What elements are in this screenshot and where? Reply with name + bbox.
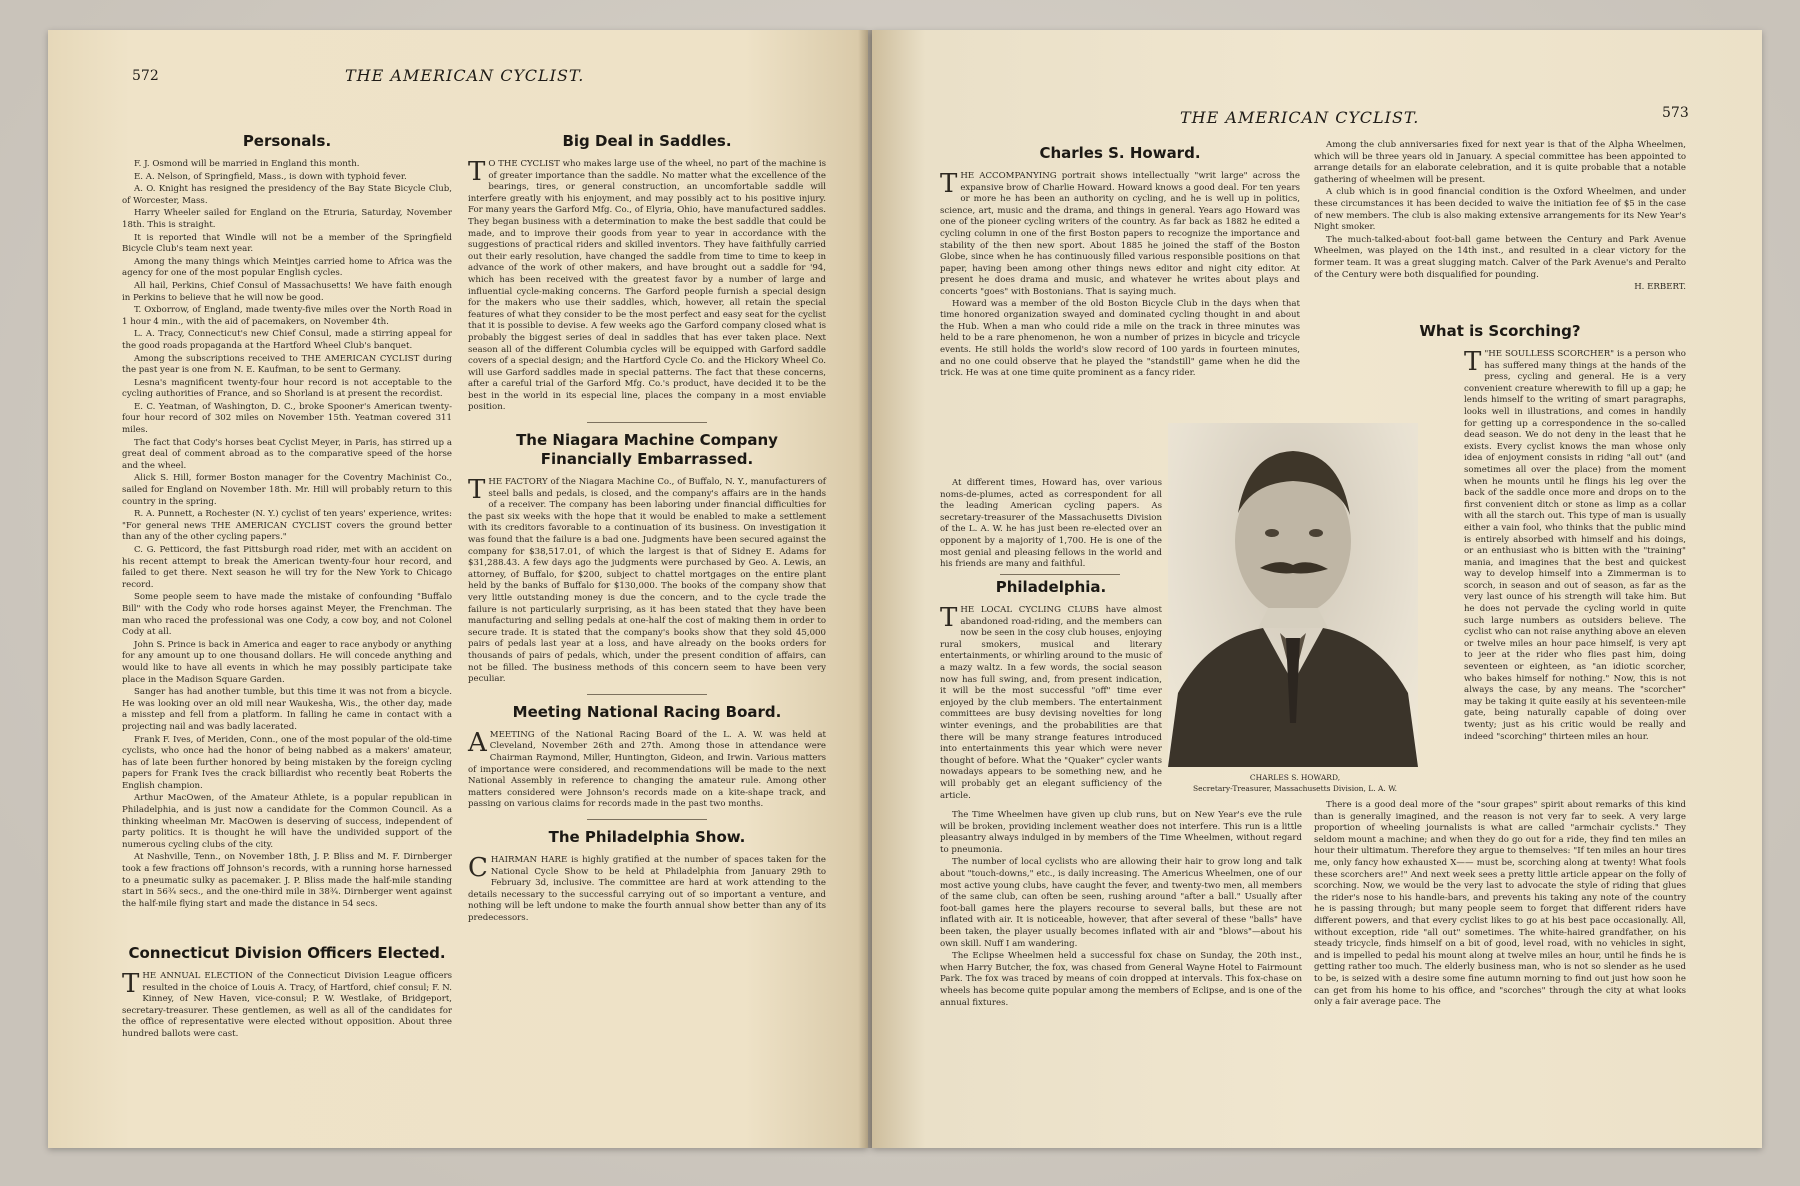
personal-item: Arthur MacOwen, of the Amateur Athlete, is a popular republican in Philadelphia, and is just now a candidate for the Common Council. As a thinking wheelman Mr. MacOwen is deserving of success, independent of party politics. It is thought he will have the undivided support of the numerous cycling clubs of the city. xyxy=(122,793,452,850)
dropcap: T xyxy=(122,969,140,999)
niagara-article xyxy=(468,477,826,686)
personal-item: E. A. Nelson, of Springfield, Mass., is down with typhoid fever. xyxy=(134,171,407,182)
scorching-text-1: "HE SOULLESS SCORCHER" is a person who has suffered many things at the hands of the press, cycling and general. He is a very convenient creature wherewith to fill up a gap; he lends himself to the writing of smart paragraphs, looks well in illustrations, and comes in handily for getting up a correspondence in the so-called dead season. We do not deny in the least that he exists. Every cyclist knows the man whose only idea of enjoyment consists in riding "all out" (and sometimes all over the place) from the moment when he mounts until he flings his leg over the back of the saddle once more and drops on to the first convenient ditch or stone as limp as a collar with all the starch out. This type of man is usually either a vain fool, who thinks that the public mind is entirely absorbed with himself and his doings, or an enthusiast who is bitten with the "training" mania, and imagines that the best and quickest way to develop himself into a Zimmerman is to scorch, in season and out of season, as far as the very last ounce of his strength will take him. But he does not pervade the cycling world in quite such large numbers as outsiders believe. The cyclist who can not raise anything above an eleven or twelve miles an hour pace himself, is very apt to jeer at the rider who flies past him, doing seventeen or eighteen, as "an idiotic scorcher, who bakes himself for nothing." Now, this is not always the case, by any means. The "scorcher" may be taking it quite easily at his seventeen-mile gate, being naturally capable of doing over twenty; just as his critic would be really and indeed "scorching" thirteen miles an hour. xyxy=(1464,349,1686,742)
philadelphia-text-1: HE LOCAL CYCLING CLUBS have almost abandoned road-riding, and the members can now be seen in the cosy club houses, enjoying rural smokers, musical and literary entertainments, or whirling around to the music of a mazy waltz. In a few words, the social season now has full swing, and, from present indication, it will be the most successful "off" time ever enjoyed by the club members. The entertainment committees are busy devising novelties for long winter evenings, and the probabilities are that there will be many strange features introduced into entertainments this year which were never thought of before. What the "Quaker" cycler wants nowadays appears to be something new, and he will probably get an elegant sufficiency of the article. xyxy=(940,605,1162,801)
dropcap: T xyxy=(468,157,486,187)
saddles-heading: Big Deal in Saddles. xyxy=(562,132,732,150)
caption-title: Secretary-Treasurer, Massachusetts Division, L. A. W. xyxy=(1193,784,1397,793)
scorching-article xyxy=(1314,318,1686,796)
personal-item: T. Oxborrow, of England, made twenty-five miles over the North Road in 1 hour 4 min., with the aid of pacemakers, on November 4th. xyxy=(122,305,452,327)
connecticut-text: HE ANNUAL ELECTION of the Connecticut Division League officers resulted in the choice of Louis A. Tracy, of Hartford, chief consul; F. N. Kinney, of New Haven, vice-consul; P. W. Westlake, of Bridgeport, secretary-treasurer. These gentlemen, as well as all of the candidates for the office of representative were elected without opposition. About three hundred ballots were cast. xyxy=(122,971,452,1039)
dropcap: C xyxy=(468,852,488,883)
howard-heading: Charles S. Howard. xyxy=(1039,144,1201,162)
personal-item: All hail, Perkins, Chief Consul of Massachusetts! We have faith enough in Perkins to believe that he will now be good. xyxy=(122,280,452,303)
anniversaries-text-3: The much-talked-about foot-ball game between the Century and Park Avenue Wheelmen, was played on the 14th inst., and resulted in a clear victory for the former team. It was a great slugging match. Calver of the Park Avenue's and Peralto of the Century were both disqualified for pounding. xyxy=(1314,234,1686,280)
personal-item: Among the many things which Meintjes carried home to Africa was the agency for one of the most popular English cycles. xyxy=(122,256,452,279)
personal-item: Sanger has had another tumble, but this time it was not from a bicycle. He was looking over an old mill near Waukesha, Wis., the other day, made a misstep and fell from a platform. In falling he came in contact with a projecting nail and was badly lacerated. xyxy=(122,687,452,732)
phila-show-heading: The Philadelphia Show. xyxy=(548,827,746,846)
personal-item: The fact that Cody's horses beat Cyclist Meyer, in Paris, has stirred up a great deal of comment abroad as to the comparative speed of the horse and the wheel. xyxy=(122,437,452,471)
saddles-text: O THE CYCLIST who makes large use of the wheel, no part of the machine is of greater importance than the saddle. No matter what the excellence of the bearings, tires, or general construction, an uncomfortable saddle will interfere greatly with his enjoyment, and may possibly act to his positive injury. For many years the Garford Mfg. Co., of Elyria, Ohio, have manufactured saddles. They began business with a determination to make the best saddle that could be made, and to improve their goods from year to year in accordance with the suggestions of practical riders and skilled inventors. They have faithfully carried out their early resolution, have changed the saddle from time to time to keep in advance of the work of other makers, and have brought out a saddle for '94, which has been received with the greatest favor by a number of large and influential cycle-making concerns. The Garford people furnish a special design for the makers who use their saddles, which, however, all retain the special features of what they consider to be the most perfect and easy seat for the cyclist that it is possible to devise. A few weeks ago the Garford company closed what is probably the biggest series of deal in saddles that has ever taken place. Next season all of the different Columbia cycles will be equipped with Garford saddle covers of a special design; and the Hartford Cycle Co. and the Hickory Wheel Co. will use Garford saddles made in special patterns. The fact that these concerns, after a careful trial of the Garford Mfg. Co.'s product, have decided it to be the best in the world in its especial line, places the company in a most enviable position. xyxy=(468,159,826,413)
left-page-number: 572 xyxy=(132,68,159,84)
dropcap: T xyxy=(940,169,958,199)
caption-name: CHARLES S. HOWARD, xyxy=(1249,773,1341,782)
divider xyxy=(587,819,707,820)
personal-item: R. A. Punnett, a Rochester (N. Y.) cyclist of ten years' experience, writes: "For general news THE AMERICAN CYCLIST covers the ground better than any of the other cycling papers." xyxy=(122,509,452,543)
signature: H. ERBERT. xyxy=(1634,282,1686,293)
divider xyxy=(587,422,707,423)
philadelphia-text-2: The Time Wheelmen have given up club runs, but on New Year's eve the rule will be broken, providing inclement weather does not interfere. This run is a little pleasantry always indulged in by members of the Time Wheelmen, without regard to pneumonia. xyxy=(940,810,1302,855)
connecticut-heading: Connecticut Division Officers Elected. xyxy=(128,944,446,962)
niagara-text: HE FACTORY of the Niagara Machine Co., of Buffalo, N. Y., manufacturers of steel balls and pedals, is closed, and the company's affairs are in the hands of a receiver. The company has been laboring under financial difficulties for the past six weeks with the hope that it would be enabled to make a settlement with its creditors favorable to a continuation of its business. On investigation it was found that the failure is a bad one. Judgments have been secured against the company for $38,517.01, of which the largest is that of Sidney E. Adams for $31,288.43. A few days ago the judgments were purchased by Geo. A. Lewis, an attorney, of Buffalo, for $200, subject to chattel mortgages on the entire plant held by the banks of Buffalo for $130,000. The books of the company show that very little outstanding money is due the concern, and to the cycle trade the failure is not particularly surprising, as it has been stated that they have been manufacturing and selling pedals at one-half the cost of making them in order to secure trade. It is stated that the company's books show that they sold 45,000 pairs of pedals last year at a loss, and have already on the books orders for thousands of pairs of pedals, which, under the present condition of affairs, can not be filled. The business methods of this concern seem to have been very peculiar. xyxy=(468,477,826,685)
philadelphia-article xyxy=(940,574,1162,806)
personal-item: F. J. Osmond will be married in England this month. xyxy=(134,159,360,169)
personal-item: A. O. Knight has resigned the presidency of the Bay State Bicycle Club, of Worcester, Mass. xyxy=(122,184,452,206)
personal-item: Lesna's magnificent twenty-four hour record is not acceptable to the cycling authorities of France, and so Shorland is at present the recordist. xyxy=(122,377,452,400)
right-page-number: 573 xyxy=(1662,105,1689,121)
right-running-head: THE AMERICAN CYCLIST. xyxy=(1180,108,1420,127)
howard-text-2: Howard was a member of the old Boston Bicycle Club in the days when that time honored organization swayed and dominated cycling thought in and about the Hub. When a man who could ride a mile on the track in three minutes was held to be a rare phenomenon, he won a number of prizes in bicycle and tricycle events. He still holds the world's slow record of 100 yards in fourteen minutes, and no one could observe that he played the "standstill" game when he did the trick. He was at one time quite prominent as a fancy rider. xyxy=(940,298,1300,379)
howard-text-1: HE ACCOMPANYING portrait shows intellectually "writ large" across the expansive brow of Charlie Howard. Howard knows a good deal. For ten years or more he has been an authority on cycling, and he is well up in politics, science, art, music and the drama, and things in general. Years ago Howard was one of the pioneer cycling writers of the country. As far back as 1882 he edited a cycling column in one of the first Boston papers to recognize the importance and stability of the then new sport. About 1885 he joined the staff of the Boston Globe, since when he has continuously filled various responsible positions on that paper, having been among other things news editor and night city editor. At present he does drama and music, and whatever he writes about plays and concerts "goes" with Bostonians. That is saying much. xyxy=(940,171,1300,297)
personal-item: At Nashville, Tenn., on November 18th, J. P. Bliss and M. F. Dirnberger took a few fractions off Johnson's records, with a running horse harnessed to a pneumatic sulky as pacemaker. J. P. Bliss made the half-mile standing start in 56¾ secs., and the one-third mile in 38¾. Dirnberger went against the half-mile flying start and made the distance in 54 secs. xyxy=(122,852,452,909)
portrait-wrap-spacer xyxy=(1314,349,1464,819)
howard-article-cont xyxy=(940,478,1162,578)
philadelphia-heading: Philadelphia. xyxy=(995,578,1107,596)
racing-board-text: MEETING of the National Racing Board of the L. A. W. was held at Cleveland, November 26th and 27th. Among those in attendance were Chairman Raymond, Miller, Huntington, Gideon, and Irwin. Various matters of importance were considered, and recommendations will be made to the next National Assembly in reference to changing the amateur rule. Among other matters considered were Johnson's records made on a kite-shape track, and passing on various claims for records made in the past two months. xyxy=(468,729,826,810)
personal-item: Harry Wheeler sailed for England on the Etruria, Saturday, November 18th. This is straight. xyxy=(122,208,452,230)
personals-list xyxy=(122,159,452,910)
personal-item: L. A. Tracy, Connecticut's new Chief Consul, made a stirring appeal for the good roads propaganda at the Hartford Wheel Club's banquet. xyxy=(122,329,452,351)
saddles-article xyxy=(468,159,826,414)
left-page-column-2 xyxy=(468,128,826,1108)
racing-board-heading: Meeting National Racing Board. xyxy=(512,702,782,721)
personal-item: E. C. Yeatman, of Washington, D. C., broke Spooner's American twenty-four hour record of 302 miles on November 15th. Yeatman covered 311 miles. xyxy=(122,401,452,436)
howard-text-3: At different times, Howard has, over various noms-de-plumes, acted as correspondent for all the leading American cycling papers. As secretary-treasurer of the Massachusetts Division of the L. A. W. he has just been re-elected over an opponent by a majority of 1,700. He is one of the most genial and pleasing fellows in the world and his friends are many and faithful. xyxy=(940,478,1162,570)
scorching-heading: What is Scorching? xyxy=(1419,322,1581,340)
racing-board-article xyxy=(468,727,826,811)
personals-column xyxy=(122,128,452,978)
anniversaries-text-1: Among the club anniversaries fixed for next year is that of the Alpha Wheelmen, which will be three years old in January. A special committee has been appointed to arrange details for an elaborate celebration, and it is quite probable that a notable gathering of wheelmen will be present. xyxy=(1314,140,1686,185)
scorching-text-2: There is a good deal more of the "sour grapes" spirit about remarks of this kind than is generally imagined, and the reason is not very far to seek. A very large proportion of wheeling journalists is what are called "armchair cyclists." They seldom mount a machine; and when they do go out for a ride, they find ten miles an hour their ultimatum. Therefore they argue to themselves: "If ten miles an hour tires me, only fancy how exhausted X—— must be, scorching along at twenty! What fools these scorchers are!" And next week sees a pretty little article appear on the folly of scorching. Now, we would be the very last to advocate the style of riding that glues the rider's nose to his handle-bars, and prevents his taking any note of the country he is passing through; but many people seem to forget that different riders have different powers, and that every cyclist likes to go at his best pace occasionally. All, without exception, ride "all out" sometimes. The white-haired grandfather, on his steady tricycle, finds himself on a bit of good, level road, with no vehicles in sight, and is impelled to pedal his mount along at twelve miles an hour, until he finds he is getting rather too much. The elderly business man, who is not so slender as he used to be, is seized with a desire some fine autumn morning to find out just how soon he can get from his home to his office, and "scorches" through the city at what looks only a fair average pace. The xyxy=(1314,800,1686,1008)
personal-item: It is reported that Windle will not be a member of the Springfield Bicycle Club's team next year. xyxy=(122,232,452,255)
connecticut-article xyxy=(122,940,452,1090)
personal-item: Frank F. Ives, of Meriden, Conn., one of the most popular of the old-time cyclists, who once had the honor of being nabbed as a makers' amateur, has of late been further honored by being mistaken by the foreign cycling papers for Frank Ives the crack billiardist who recently beat Roberts the English champion. xyxy=(122,734,452,791)
divider xyxy=(587,694,707,695)
philadelphia-text-3: The number of local cyclists who are allowing their hair to grow long and talk about "touch-downs," etc., is daily increasing. The Americus Wheelmen, one of our most active young clubs, have caught the fever, and twenty-two men, all members of the same club, can often be seen, rushing around "after a ball." Usually after foot-ball games here the players recourse to several balls, but these are not inflated with air. It is noticeable, however, that after several of these "balls" have been taken, the player usually becomes inflated with air and "blows"—about his own skill. Nuff I am wandering. xyxy=(940,857,1302,949)
personal-item: Some people seem to have made the mistake of confounding "Buffalo Bill" with the Cody who rode horses against Meyer, the Frenchman. The man who raced the professional was one Cody, a cow boy, and not Colonel Cody at all. xyxy=(122,592,452,638)
howard-article xyxy=(940,140,1300,470)
personal-item: Among the subscriptions received to THE AMERICAN CYCLIST during the past year is one from N. E. Kaufman, to be sent to Germany. xyxy=(122,353,452,376)
dropcap: A xyxy=(468,727,487,758)
left-running-head: THE AMERICAN CYCLIST. xyxy=(345,66,585,85)
personals-heading: Personals. xyxy=(242,132,332,150)
dropcap: T xyxy=(1464,347,1482,377)
philadelphia-text-4: The Eclipse Wheelmen held a successful fox chase on Sunday, the 20th inst., when Harry Butcher, the fox, was chased from General Wayne Hotel to Fairmount Park. The fox was traced by means of coin dropped at intervals. This fox-chase on wheels has become quite popular among the members of Eclipse, and is one of the annual fixtures. xyxy=(940,951,1302,1008)
personal-item: John S. Prince is back in America and eager to race anybody or anything for any amount up to one thousand dollars. He will concede anything and would like to have all events in which he may possibly participate take place in the Madison Square Garden. xyxy=(122,639,452,685)
dropcap: T xyxy=(468,475,486,506)
philadelphia-article-cont xyxy=(940,810,1302,1070)
dropcap: T xyxy=(940,603,958,633)
anniversaries-text-2: A club which is in good financial condition is the Oxford Wheelmen, and under these circumstances it has been decided to waive the initiation fee of $5 in the case of new members. The club is also making extensive arrangements for its New Year's Night smoker. xyxy=(1314,187,1686,233)
anniversaries-article xyxy=(1314,140,1686,328)
personal-item: C. G. Petticord, the fast Pittsburgh road rider, met with an accident on his recent attempt to break the American twenty-four hour record, and failed to get there. Next season he will try for the New York to Chicago record. xyxy=(122,545,452,590)
personal-item: Alick S. Hill, former Boston manager for the Coventry Machinist Co., sailed for England on November 18th. Mr. Hill will probably return to this country in the spring. xyxy=(122,473,452,507)
phila-show-text: HAIRMAN HARE is highly gratified at the number of spaces taken for the National Cycle Show to be held at Philadelphia from January 29th to February 3d, inclusive. The committee are hard at work attending to the details necessary to the successful carrying out of so important a venture, and nothing will be left undone to make the fourth annual show better than any of its predecessors. xyxy=(468,854,826,923)
scorching-article-cont xyxy=(1314,800,1686,1100)
niagara-heading: The Niagara Machine Company Financially Embarrassed. xyxy=(516,431,778,469)
phila-show-article xyxy=(468,852,826,925)
